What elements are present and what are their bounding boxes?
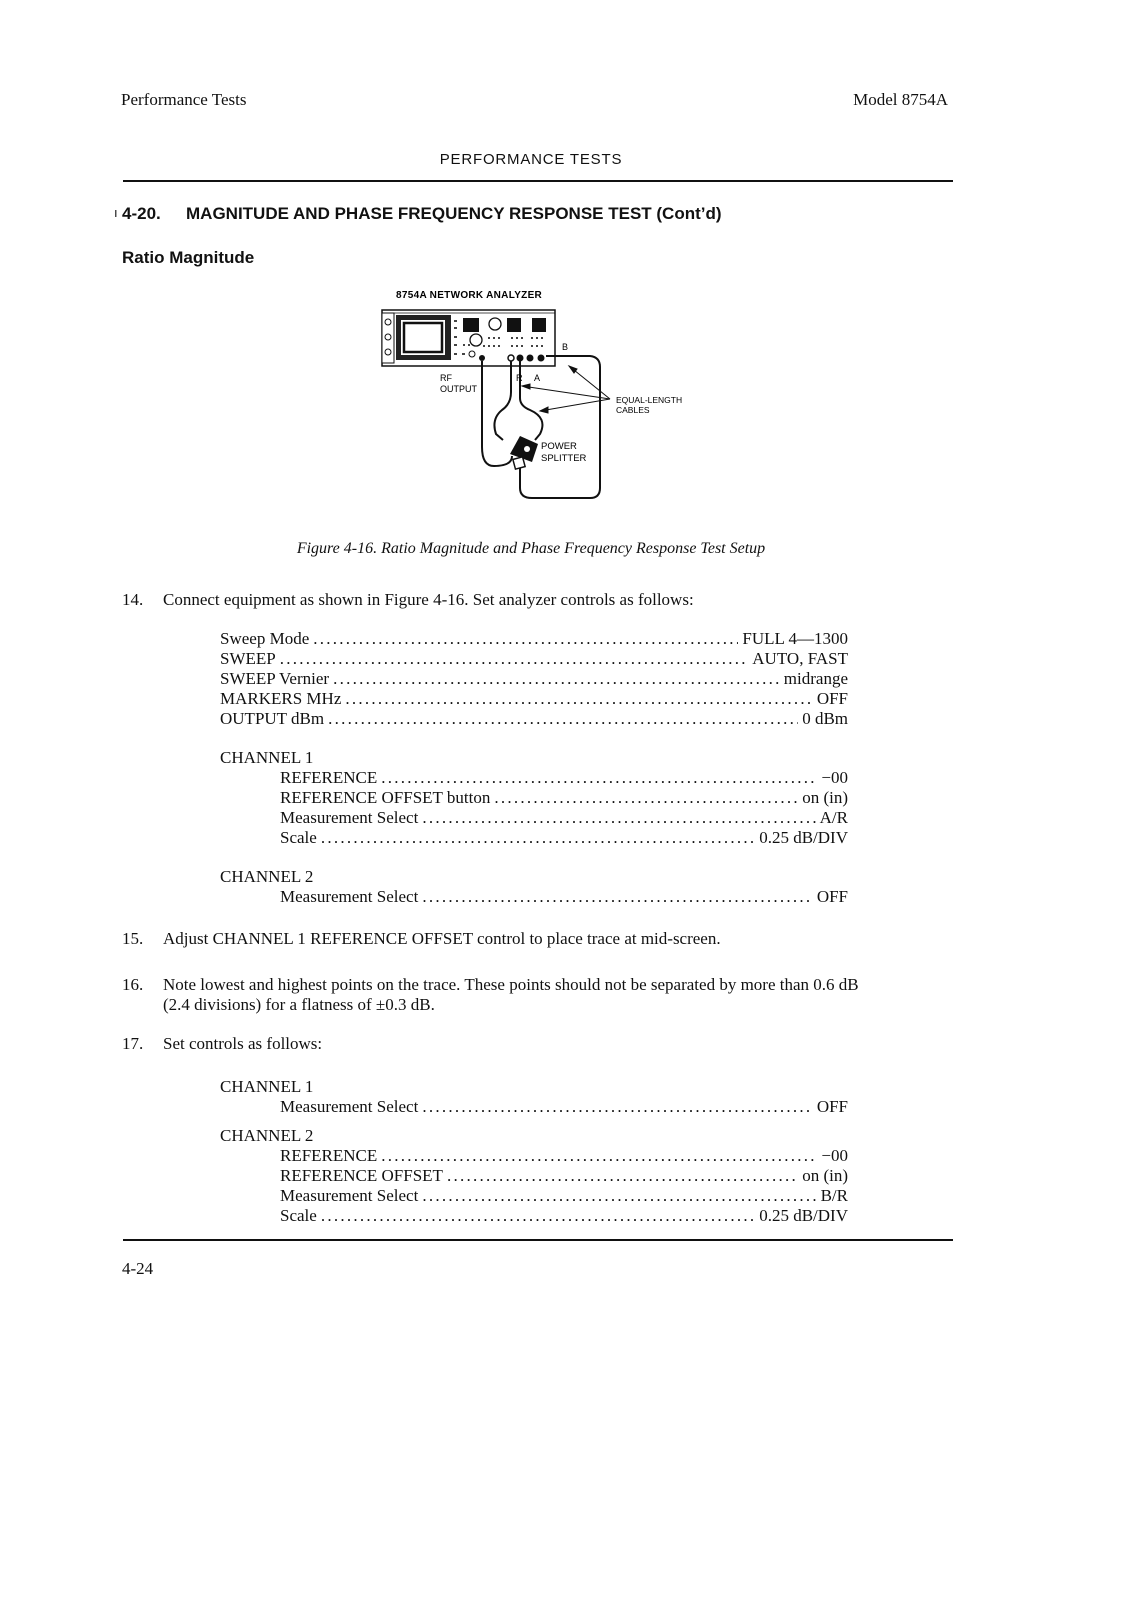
cables-label: CABLES bbox=[616, 405, 650, 415]
setting-row bbox=[280, 1166, 848, 1186]
setting-row bbox=[280, 1186, 848, 1206]
setting-label: OUTPUT dBm bbox=[220, 709, 325, 728]
setting-label: SWEEP Vernier bbox=[220, 669, 330, 688]
setting-row bbox=[280, 1097, 848, 1117]
setting-value: OFF bbox=[816, 1097, 848, 1116]
setting-row bbox=[280, 788, 848, 808]
setting-value: −00 bbox=[821, 1146, 848, 1165]
setting-row bbox=[220, 669, 848, 689]
port-b-label: B bbox=[562, 342, 569, 352]
top-rule bbox=[123, 180, 953, 182]
figure-caption: Figure 4-16. Ratio Magnitude and Phase Frequency Response Test Setup bbox=[296, 540, 766, 557]
setting-value: AUTO, FAST bbox=[752, 649, 848, 668]
header-right: Model 8754A bbox=[853, 90, 948, 109]
setting-value: on (in) bbox=[802, 788, 848, 807]
power-splitter bbox=[510, 436, 538, 469]
setting-value: midrange bbox=[783, 669, 848, 688]
setting-value: 0 dBm bbox=[802, 709, 848, 728]
section-number: 4-20. bbox=[122, 204, 161, 223]
port-r-label: R bbox=[516, 373, 523, 383]
step-15-text: Adjust CHANNEL 1 REFERENCE OFFSET control to place trace at mid-screen. bbox=[163, 929, 721, 948]
setting-value: A/R bbox=[819, 808, 848, 827]
setting-value: 0.25 dB/DIV bbox=[759, 828, 848, 847]
setting-row bbox=[280, 1146, 848, 1166]
setting-value: OFF bbox=[816, 887, 848, 906]
subheading: Ratio Magnitude bbox=[122, 248, 255, 267]
power-label: POWER bbox=[541, 441, 577, 452]
port-a-label: A bbox=[534, 373, 541, 383]
setting-row bbox=[280, 808, 848, 828]
margin-mark: ı bbox=[114, 205, 118, 220]
setting-row bbox=[220, 649, 848, 669]
setting-value: −00 bbox=[821, 768, 848, 787]
setting-value: 0.25 dB/DIV bbox=[759, 1206, 848, 1225]
setting-row bbox=[280, 1206, 848, 1226]
step-17-text: Set controls as follows: bbox=[163, 1034, 323, 1053]
setting-label: Measurement Select bbox=[280, 1097, 419, 1116]
setting-label: Sweep Mode bbox=[220, 629, 310, 648]
channel-2-heading: CHANNEL 2 bbox=[220, 867, 314, 886]
setting-label: Measurement Select bbox=[280, 1186, 419, 1205]
instrument-label: 8754A NETWORK ANALYZER bbox=[396, 290, 543, 301]
rf-label: RF bbox=[440, 373, 452, 383]
section-label: PERFORMANCE TESTS bbox=[439, 151, 623, 168]
page-number: 4-24 bbox=[122, 1259, 154, 1278]
network-analyzer-panel bbox=[382, 310, 555, 366]
setting-row bbox=[280, 768, 848, 788]
setting-value: on (in) bbox=[802, 1166, 848, 1185]
setting-row bbox=[220, 629, 848, 649]
setting-value: OFF bbox=[816, 689, 848, 708]
setting-label: Measurement Select bbox=[280, 808, 419, 827]
equal-length-label: EQUAL-LENGTH bbox=[616, 395, 683, 405]
step-16-line-2: (2.4 divisions) for a flatness of ±0.3 dB. bbox=[163, 995, 435, 1014]
test-setup-diagram bbox=[370, 282, 710, 507]
setting-label: Measurement Select bbox=[280, 887, 419, 906]
setting-label: REFERENCE OFFSET bbox=[280, 1166, 443, 1185]
splitter-label: SPLITTER bbox=[541, 453, 587, 464]
setting-label: Scale bbox=[280, 828, 317, 847]
channel-2-heading: CHANNEL 2 bbox=[220, 1126, 314, 1145]
setting-label: REFERENCE OFFSET button bbox=[280, 788, 491, 807]
setting-label: REFERENCE bbox=[280, 1146, 378, 1165]
step-16-line-1: Note lowest and highest points on the trace. These points should not be separated by more than 0.6 dB bbox=[163, 975, 859, 994]
header-left: Performance Tests bbox=[121, 90, 247, 109]
setting-row bbox=[220, 709, 848, 729]
setting-value: B/R bbox=[820, 1186, 848, 1205]
setting-value: FULL 4—1300 bbox=[742, 629, 848, 648]
setting-label: MARKERS MHz bbox=[220, 689, 342, 708]
setting-label: Scale bbox=[280, 1206, 317, 1225]
bottom-rule bbox=[123, 1239, 953, 1241]
setting-row bbox=[280, 887, 848, 907]
channel-1-heading: CHANNEL 1 bbox=[220, 748, 314, 767]
step-17-number: 17. bbox=[122, 1034, 144, 1053]
setting-row bbox=[280, 828, 848, 848]
setting-row bbox=[220, 689, 848, 709]
step-14-text: Connect equipment as shown in Figure 4-16. Set analyzer controls as follows: bbox=[163, 590, 694, 609]
step-14-number: 14. bbox=[122, 590, 144, 609]
step-16-number: 16. bbox=[122, 975, 144, 994]
setting-label: REFERENCE bbox=[280, 768, 378, 787]
channel-1-heading: CHANNEL 1 bbox=[220, 1077, 314, 1096]
output-label: OUTPUT bbox=[440, 384, 477, 394]
step-15-number: 15. bbox=[122, 929, 144, 948]
setting-label: SWEEP bbox=[220, 649, 276, 668]
section-title: MAGNITUDE AND PHASE FREQUENCY RESPONSE TEST (Cont’d) bbox=[186, 204, 722, 223]
